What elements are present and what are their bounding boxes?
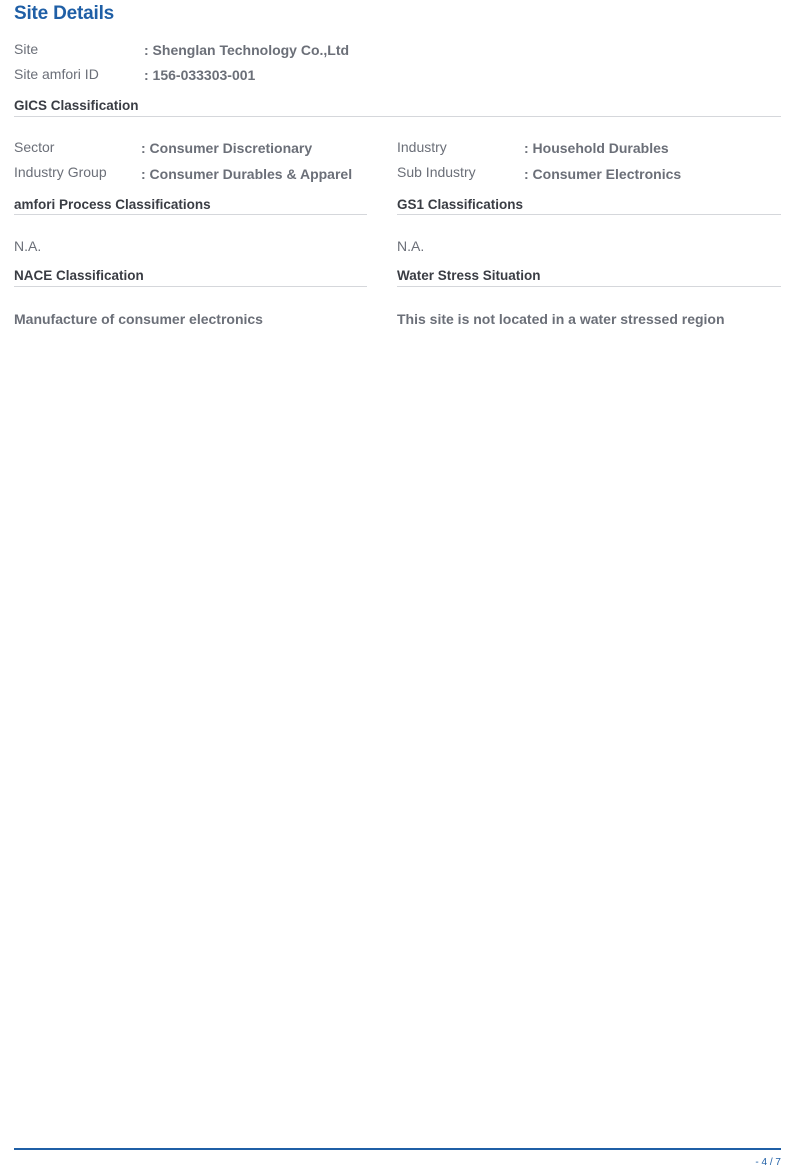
industry-group-value: : Consumer Durables & Apparel xyxy=(141,166,353,182)
sub-industry-value: : Consumer Electronics xyxy=(524,166,682,182)
site-id-label: Site amfori ID xyxy=(14,66,99,82)
gics-rule xyxy=(14,116,781,117)
site-label: Site xyxy=(14,41,39,57)
site-id-value: : 156-033303-001 xyxy=(144,67,256,83)
water-stress-rule xyxy=(397,286,781,287)
industry-group-label: Industry Group xyxy=(14,164,107,180)
amfori-process-value: N.A. xyxy=(14,238,42,254)
gs1-value: N.A. xyxy=(397,238,425,254)
amfori-process-rule xyxy=(14,214,367,215)
industry-label: Industry xyxy=(397,139,447,155)
amfori-process-heading: amfori Process Classifications xyxy=(14,197,211,212)
sector-label: Sector xyxy=(14,139,55,155)
sub-industry-label: Sub Industry xyxy=(397,164,476,180)
gs1-heading: GS1 Classifications xyxy=(397,197,524,212)
nace-heading: NACE Classification xyxy=(14,268,144,283)
nace-rule xyxy=(14,286,367,287)
page-number: - 4 / 7 xyxy=(755,1157,781,1168)
nace-value: Manufacture of consumer electronics xyxy=(14,311,263,327)
site-value: : Shenglan Technology Co.,Ltd xyxy=(144,42,350,58)
water-stress-heading: Water Stress Situation xyxy=(397,268,541,283)
industry-value: : Household Durables xyxy=(524,140,669,156)
gs1-rule xyxy=(397,214,781,215)
sector-value: : Consumer Discretionary xyxy=(141,140,313,156)
page-title: Site Details xyxy=(14,3,115,24)
water-stress-value: This site is not located in a water stressed region xyxy=(397,311,725,327)
footer-rule xyxy=(14,1148,781,1150)
gics-heading: GICS Classification xyxy=(14,98,139,113)
